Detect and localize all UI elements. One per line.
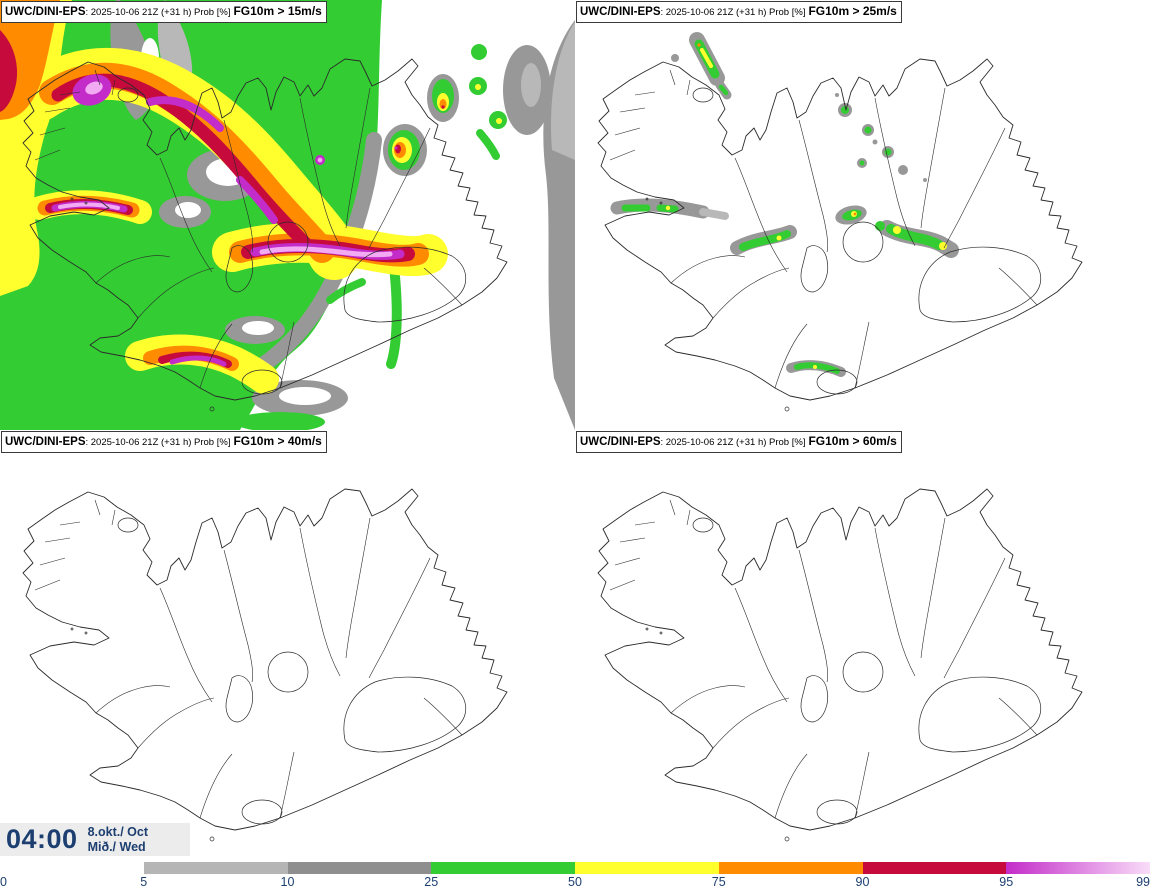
colorbar-legend <box>0 860 1150 891</box>
date-month-line: 8.okt./ Oct <box>87 824 148 839</box>
map-panel-fg10m-25ms <box>575 0 1150 430</box>
date-label <box>88 825 148 855</box>
iceland-map <box>0 0 575 430</box>
iceland-map <box>575 430 1150 860</box>
colorbar-tick: 25 <box>424 875 439 889</box>
colorbar-tick: 10 <box>280 875 295 889</box>
title-source: UWC/DINI-EPS <box>580 436 661 448</box>
colorbar-tick: 90 <box>855 875 870 889</box>
colorbar-tick: 95 <box>999 875 1014 889</box>
title-details: : 2025-10-06 21Z (+31 h) Prob [%] <box>85 7 231 18</box>
iceland-map <box>575 0 1150 430</box>
title-threshold: FG10m > 60m/s <box>808 434 897 448</box>
colorbar-tick: 75 <box>711 875 726 889</box>
panel-title <box>1 1 327 23</box>
colorbar-segment <box>1006 862 1150 874</box>
colorbar-segment <box>863 862 1007 874</box>
map-panel-fg10m-15ms <box>0 0 575 430</box>
title-threshold: FG10m > 40m/s <box>233 434 322 448</box>
iceland-map <box>0 430 575 860</box>
colorbar-tick: 50 <box>568 875 582 889</box>
colorbar-track <box>0 862 1150 893</box>
panel-title <box>576 431 902 453</box>
colorbar-segment <box>288 862 432 874</box>
title-threshold: FG10m > 25m/s <box>808 4 897 18</box>
title-source: UWC/DINI-EPS <box>5 436 86 448</box>
panel-title <box>576 1 902 23</box>
colorbar-segment <box>144 862 288 874</box>
title-source: UWC/DINI-EPS <box>5 6 86 18</box>
panel-title <box>1 431 327 453</box>
colorbar-tick: 0 <box>0 875 7 889</box>
title-details: : 2025-10-06 21Z (+31 h) Prob [%] <box>660 437 806 448</box>
valid-time-box <box>0 823 190 856</box>
map-panel-fg10m-60ms <box>575 430 1150 860</box>
map-panel-fg10m-40ms <box>0 430 575 860</box>
date-weekday-line: Mið./ Wed <box>87 839 146 854</box>
title-source: UWC/DINI-EPS <box>580 6 661 18</box>
title-threshold: FG10m > 15m/s <box>233 4 322 18</box>
colorbar-segment <box>431 862 575 874</box>
time-label: 04:00 <box>6 824 78 854</box>
title-details: : 2025-10-06 21Z (+31 h) Prob [%] <box>660 7 806 18</box>
colorbar-tick: 99 <box>1136 875 1150 889</box>
colorbar-segment <box>719 862 863 874</box>
probability-field <box>0 0 575 430</box>
colorbar-tick: 5 <box>140 875 148 889</box>
title-details: : 2025-10-06 21Z (+31 h) Prob [%] <box>85 437 231 448</box>
colorbar-segment <box>575 862 719 874</box>
